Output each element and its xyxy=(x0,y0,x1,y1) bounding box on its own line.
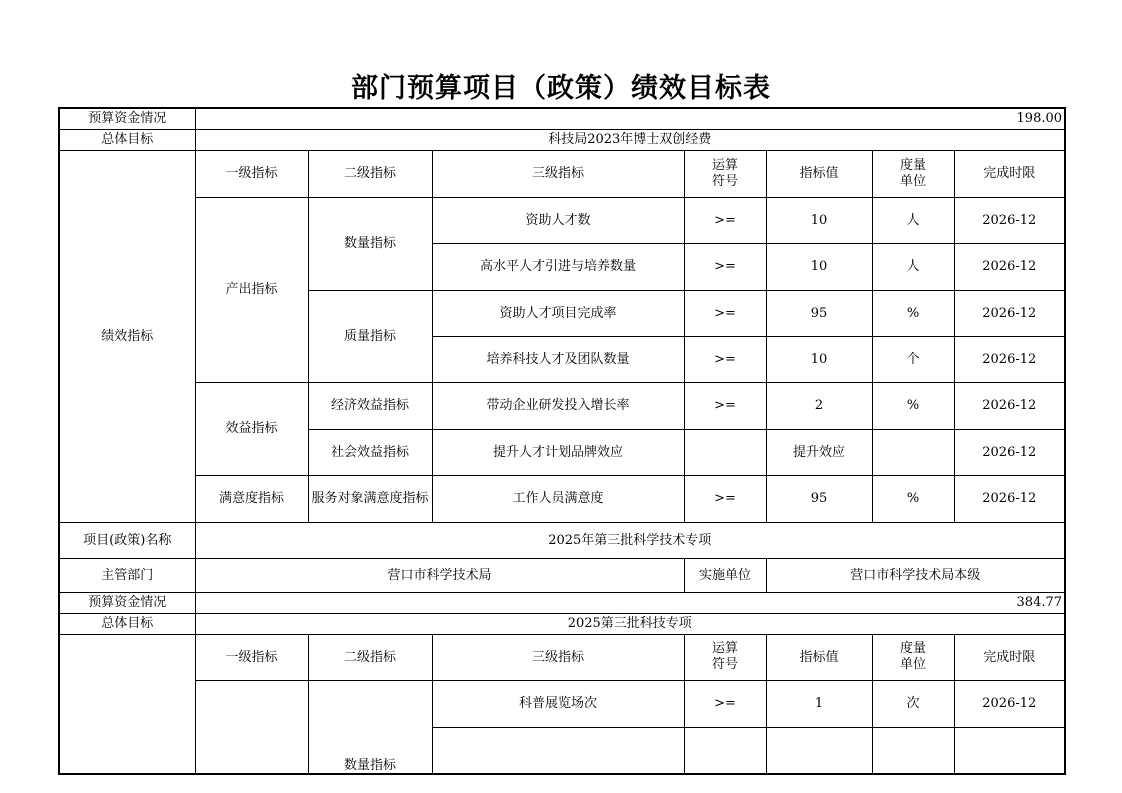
operator-header: 运算 符号 xyxy=(684,634,766,680)
budget-label: 预算资金情况 xyxy=(59,108,195,129)
dept-label: 主管部门 xyxy=(59,558,195,592)
indicator-op: >= xyxy=(684,680,766,727)
indicator-deadline: 2026-12 xyxy=(954,429,1065,475)
value-header: 指标值 xyxy=(766,634,872,680)
indicator-deadline: 2026-12 xyxy=(954,382,1065,429)
level1-header: 一级指标 xyxy=(195,634,308,680)
goal-value: 科技局2023年博士双创经费 xyxy=(195,129,1065,150)
goal-label: 总体目标 xyxy=(59,613,195,634)
indicator-value: 10 xyxy=(766,336,872,382)
indicator-unit xyxy=(872,429,954,475)
service-satisfaction-indicator: 服务对象满意度指标 xyxy=(308,475,432,522)
indicator-name: 资助人才数 xyxy=(432,197,684,243)
indicator-value: 2 xyxy=(766,382,872,429)
level1-header: 一级指标 xyxy=(195,150,308,197)
project-name-value: 2025年第三批科学技术专项 xyxy=(195,522,1065,558)
unit-header: 度量 单位 xyxy=(872,150,954,197)
indicator-deadline: 2026-12 xyxy=(954,197,1065,243)
deadline-header: 完成时限 xyxy=(954,634,1065,680)
indicator-op: >= xyxy=(684,336,766,382)
level3-header: 三级指标 xyxy=(432,150,684,197)
indicator-value xyxy=(766,727,872,774)
performance-target-table xyxy=(58,107,1066,775)
impl-value: 营口市科学技术局本级 xyxy=(766,558,1065,592)
indicator-name: 资助人才项目完成率 xyxy=(432,290,684,336)
indicator-deadline: 2026-12 xyxy=(954,680,1065,727)
benefit-indicator: 效益指标 xyxy=(195,382,308,475)
table-row xyxy=(59,382,1065,429)
economic-indicator: 经济效益指标 xyxy=(308,382,432,429)
deadline-header: 完成时限 xyxy=(954,150,1065,197)
page-title: 部门预算项目（政策）绩效目标表 xyxy=(351,73,771,104)
indicator-deadline xyxy=(954,727,1065,774)
indicator-name xyxy=(432,727,684,774)
indicator-name: 培养科技人才及团队数量 xyxy=(432,336,684,382)
indicator-value: 10 xyxy=(766,243,872,290)
indicator-unit xyxy=(872,727,954,774)
goal-label: 总体目标 xyxy=(59,129,195,150)
project-name-row xyxy=(59,522,1065,558)
level3-header: 三级指标 xyxy=(432,634,684,680)
goal-value: 2025第三批科技专项 xyxy=(195,613,1065,634)
indicator-op: >= xyxy=(684,290,766,336)
indicator-deadline: 2026-12 xyxy=(954,475,1065,522)
unit-header: 度量 单位 xyxy=(872,634,954,680)
operator-header: 运算 符号 xyxy=(684,150,766,197)
indicator-unit: % xyxy=(872,290,954,336)
budget-row xyxy=(59,108,1065,129)
indicator-header-row xyxy=(59,634,1065,680)
indicator-unit: 次 xyxy=(872,680,954,727)
indicator-op xyxy=(684,429,766,475)
indicator-value: 10 xyxy=(766,197,872,243)
budget-value: 198.00 xyxy=(195,108,1065,129)
budget-row xyxy=(59,592,1065,613)
indicator-header-row xyxy=(59,150,1065,197)
indicator-op: >= xyxy=(684,197,766,243)
indicator-name: 工作人员满意度 xyxy=(432,475,684,522)
dept-value: 营口市科学技术局 xyxy=(195,558,684,592)
perf-indicator-label: 绩效指标 xyxy=(59,150,195,522)
indicator-op: >= xyxy=(684,475,766,522)
value-header: 指标值 xyxy=(766,150,872,197)
indicator-unit: % xyxy=(872,475,954,522)
department-row xyxy=(59,558,1065,592)
output-indicator xyxy=(195,680,308,774)
indicator-unit: 人 xyxy=(872,243,954,290)
perf-indicator-label xyxy=(59,634,195,774)
indicator-unit: 人 xyxy=(872,197,954,243)
indicator-value: 95 xyxy=(766,290,872,336)
quantity-indicator: 数量指标 xyxy=(308,680,432,774)
table-row xyxy=(59,197,1065,243)
social-indicator: 社会效益指标 xyxy=(308,429,432,475)
indicator-name: 高水平人才引进与培养数量 xyxy=(432,243,684,290)
indicator-op: >= xyxy=(684,382,766,429)
goal-row xyxy=(59,129,1065,150)
indicator-value: 提升效应 xyxy=(766,429,872,475)
indicator-name: 带动企业研发投入增长率 xyxy=(432,382,684,429)
table-row xyxy=(59,475,1065,522)
quantity-indicator: 数量指标 xyxy=(308,197,432,290)
indicator-name: 提升人才计划品牌效应 xyxy=(432,429,684,475)
indicator-deadline: 2026-12 xyxy=(954,336,1065,382)
table-row xyxy=(59,680,1065,727)
indicator-name: 科普展览场次 xyxy=(432,680,684,727)
goal-row xyxy=(59,613,1065,634)
level2-header: 二级指标 xyxy=(308,634,432,680)
indicator-value: 1 xyxy=(766,680,872,727)
output-indicator: 产出指标 xyxy=(195,197,308,382)
satisfaction-indicator: 满意度指标 xyxy=(195,475,308,522)
budget-label: 预算资金情况 xyxy=(59,592,195,613)
indicator-op: >= xyxy=(684,243,766,290)
indicator-op xyxy=(684,727,766,774)
quality-indicator: 质量指标 xyxy=(308,290,432,382)
impl-label: 实施单位 xyxy=(684,558,766,592)
level2-header: 二级指标 xyxy=(308,150,432,197)
indicator-value: 95 xyxy=(766,475,872,522)
indicator-unit: 个 xyxy=(872,336,954,382)
performance-target-table-area xyxy=(58,107,1066,773)
indicator-unit: % xyxy=(872,382,954,429)
project-name-label: 项目(政策)名称 xyxy=(59,522,195,558)
budget-value: 384.77 xyxy=(195,592,1065,613)
indicator-deadline: 2026-12 xyxy=(954,243,1065,290)
indicator-deadline: 2026-12 xyxy=(954,290,1065,336)
